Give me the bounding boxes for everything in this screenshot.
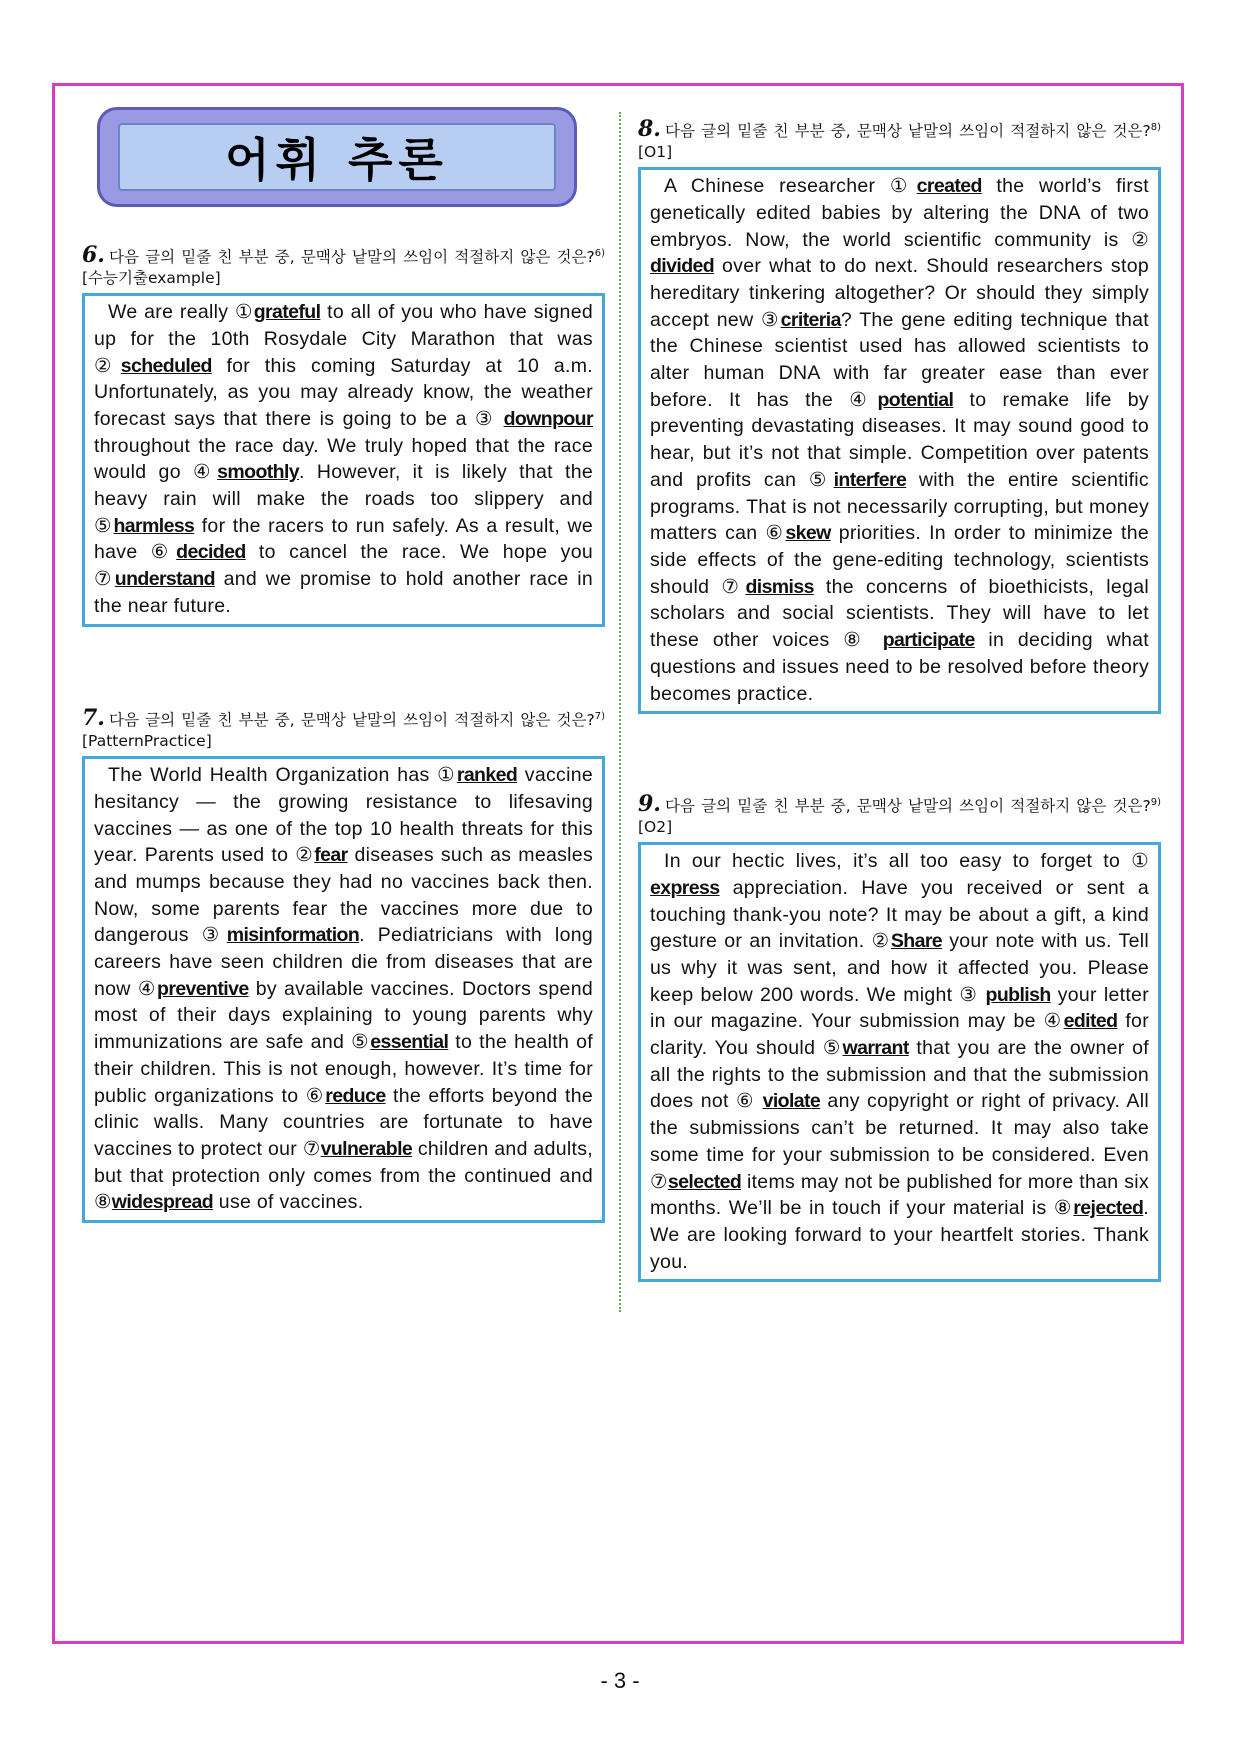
passage-box: [82, 293, 605, 626]
underlined-word: potential: [877, 388, 954, 411]
passage-text: and we promise to hold another race in the near future.: [94, 568, 593, 617]
question-source: [O1]: [638, 143, 673, 162]
question-number: 7.: [82, 705, 105, 732]
question-number: 9.: [638, 791, 661, 818]
question-header: [638, 117, 1161, 163]
passage-text: for the racers to run safely. As a result, we have: [94, 514, 593, 564]
passage-text: vaccine hesitancy — the growing resistance to lifesaving vaccines — as one of the top 10 health threats for this year. Parents used to: [94, 764, 593, 867]
passage-box: [638, 842, 1161, 1282]
underlined-word: edited: [1063, 1010, 1118, 1033]
underlined-word: smoothly: [217, 461, 300, 484]
passage-text: diseases such as measles and mumps because they had no vaccines back then. Now, some parents fear the vaccines more due to dangerous: [94, 844, 593, 947]
passage-text: items may not be published for more than six months. We’ll be in touch if your material is: [650, 1170, 1149, 1220]
underlined-word: essential: [370, 1031, 449, 1054]
passage-text: to remake life by preventing devastating diseases. It may sound good to hear, but it’s not that simple. Competition over patents and profits can: [650, 388, 1149, 491]
passage-text: by available vaccines. Doctors spend most of their days explaining to young parents why immunizations are safe and: [94, 977, 593, 1054]
underlined-word: violate: [762, 1090, 821, 1113]
passage-text: ④: [1043, 1010, 1064, 1033]
underlined-word: publish: [985, 983, 1051, 1006]
passage-text: ⑥: [150, 541, 177, 564]
passage-text: ③: [761, 308, 781, 331]
passage-text: . However, it is likely that the heavy rain will make the roads too slippery and: [94, 461, 593, 511]
underlined-word: fear: [314, 844, 348, 867]
question-header: [82, 706, 605, 752]
underlined-word: misinformation: [226, 924, 360, 947]
passage-text: . We are looking forward to your heartfelt stories. Thank you.: [650, 1197, 1149, 1273]
footnote-marker: 8): [1150, 122, 1161, 133]
underlined-word: vulnerable: [320, 1138, 413, 1160]
passage-text: ③: [201, 924, 227, 947]
passage-text: ②: [94, 354, 121, 377]
passage-text: in deciding what questions and issues need to be resolved before theory becomes practice.: [650, 629, 1149, 705]
passage-text: ⑦: [302, 1138, 321, 1160]
passage-text: A Chinese researcher: [664, 175, 890, 198]
underlined-word: divided: [650, 255, 715, 278]
passage-text: to the health of their children. This is not enough, however. It’s time for public organizations to: [94, 1031, 593, 1107]
question-prompt: 다음 글의 밑줄 친 부분 중, 문맥상 낱말의 쓰임이 적절하지 않은 것은?: [108, 711, 595, 730]
footnote-marker: 9): [1150, 797, 1161, 808]
passage-text: to cancel the race. We hope you: [245, 541, 593, 564]
underlined-word: warrant: [842, 1037, 909, 1060]
underlined-word: dismiss: [745, 575, 814, 598]
passage-text: ⑧: [843, 629, 883, 652]
question-prompt: 다음 글의 밑줄 친 부분 중, 문맥상 낱말의 쓰임이 적절하지 않은 것은?: [664, 797, 1151, 816]
passage-text: ⑦: [650, 1170, 668, 1193]
passage-text: ④: [849, 388, 878, 411]
passage-text: ③: [475, 407, 504, 430]
passage-text: your note with us. Tell us why it was sent, and how it affected you. Please keep below 200 words. We might: [650, 930, 1149, 1006]
passage-text: the concerns of bioethicists, legal scholars and social scientists. They will have to let these other voices: [650, 575, 1149, 652]
underlined-word: selected: [667, 1170, 742, 1193]
passage-text: ⑧: [94, 1191, 112, 1214]
passage-text: ⑥: [736, 1090, 763, 1113]
underlined-word: harmless: [113, 514, 195, 537]
underlined-word: reduce: [325, 1084, 386, 1107]
question-8: [638, 117, 1161, 714]
passage-text: any copyright or right of privacy. All the submissions can’t be returned. It may also take some time for your submission to be considered. Even: [650, 1090, 1149, 1166]
underlined-word: scheduled: [120, 354, 212, 377]
passage-text: with the entire scientific programs. That is not necessarily corrupting, but money matters can: [650, 468, 1149, 545]
underlined-word: widespread: [111, 1191, 214, 1214]
passage-text: use of vaccines.: [213, 1191, 364, 1214]
column-divider: [619, 112, 621, 1312]
passage-text: priorities. In order to minimize the side effects of the gene-editing technology, scientists should: [650, 522, 1149, 598]
question-number: 8.: [638, 116, 661, 143]
underlined-word: rejected: [1073, 1197, 1144, 1220]
underlined-word: downpour: [503, 407, 593, 430]
passage-text: to all of you who have signed up for the 10th Rosydale City Marathon that was: [94, 301, 593, 350]
passage-text: your letter in our magazine. Your submission may be: [650, 983, 1149, 1033]
passage-text: ④: [192, 461, 218, 484]
underlined-word: understand: [114, 568, 215, 591]
underlined-word: created: [916, 175, 982, 198]
passage-text: ④: [137, 977, 158, 1000]
passage-text: ⑦: [94, 568, 115, 591]
section-title-box: [97, 107, 577, 207]
passage-text: ③: [959, 983, 986, 1006]
passage-text: ? The gene editing technique that the Chinese scientist used has allowed scientists to alter human DNA with far greater ease than ever before. It has the: [650, 308, 1149, 411]
section-title: 어휘 추론: [118, 123, 556, 191]
passage-text: ⑧: [1053, 1197, 1074, 1220]
passage-text: In our hectic lives, it’s all too easy to forget to: [664, 850, 1132, 873]
underlined-word: interfere: [833, 468, 907, 491]
passage-text: ②: [1131, 228, 1149, 251]
passage-text: ①: [889, 175, 917, 198]
passage-text: for clarity. You should: [650, 1010, 1149, 1060]
passage-text: ⑥: [305, 1084, 326, 1107]
passage-text: ⑤: [822, 1037, 843, 1060]
question-6: [82, 243, 605, 627]
passage-text: . Pediatricians with long careers have seen children die from diseases that are now: [94, 924, 593, 1000]
question-9: [638, 792, 1161, 1282]
question-header: [638, 792, 1161, 838]
passage-text: We are really: [108, 301, 235, 324]
underlined-word: express: [650, 876, 720, 899]
page-number: - 3 -: [600, 1668, 640, 1693]
passage-text: ⑤: [94, 514, 114, 537]
passage-text: ①: [234, 301, 254, 324]
question-prompt: 다음 글의 밑줄 친 부분 중, 문맥상 낱말의 쓰임이 적절하지 않은 것은?: [664, 122, 1151, 141]
passage-text: ⑤: [351, 1031, 371, 1054]
question-7: [82, 706, 605, 1223]
passage-text: the world’s first genetically edited babies by altering the DNA of two embryos. Now, the world scientific community is: [650, 175, 1149, 251]
underlined-word: preventive: [157, 977, 249, 1000]
passage-text: children and adults, but that protection only comes from the continued and: [94, 1138, 593, 1187]
passage-text: ⑤: [808, 468, 834, 491]
underlined-word: skew: [785, 522, 831, 545]
passage-text: for this coming Saturday at 10 a.m. Unfortunately, as you may already know, the weather forecast says that there is going to be a: [94, 354, 593, 430]
passage-box: [82, 756, 605, 1223]
passage-box: [638, 167, 1161, 714]
question-number: 6.: [82, 242, 105, 269]
underlined-word: Share: [890, 930, 943, 953]
passage-text: throughout the race day. We truly hoped that the race would go: [94, 434, 593, 484]
passage-text: The World Health Organization has: [108, 764, 438, 787]
passage-text: ⑦: [721, 575, 746, 598]
question-header: [82, 243, 605, 289]
question-source: [PatternPractice]: [82, 732, 212, 751]
passage-text: appreciation. Have you received or sent a touching thank-you note? It may be about a gift, a kind gesture or an invitation.: [650, 876, 1149, 953]
passage-text: ①: [1131, 850, 1149, 873]
passage-text: ①: [437, 764, 457, 787]
question-prompt: 다음 글의 밑줄 친 부분 중, 문맥상 낱말의 쓰임이 적절하지 않은 것은?: [108, 248, 595, 267]
underlined-word: criteria: [780, 308, 841, 331]
passage-text: that you are the owner of all the rights to the submission and that the submission does not: [650, 1037, 1149, 1113]
underlined-word: ranked: [456, 764, 518, 787]
footnote-marker: 7): [594, 711, 605, 722]
underlined-word: participate: [882, 629, 975, 652]
passage-text: ②: [295, 844, 315, 867]
underlined-word: grateful: [253, 301, 321, 324]
question-source: [수능기출example]: [82, 269, 221, 288]
underlined-word: decided: [176, 541, 246, 564]
question-source: [O2]: [638, 818, 673, 837]
passage-text: ⑥: [765, 522, 786, 545]
passage-text: ②: [871, 930, 891, 953]
footnote-marker: 6): [594, 248, 605, 259]
passage-text: over what to do next. Should researchers stop hereditary tinkering altogether? Or should they simply accept new: [650, 255, 1149, 331]
passage-text: the efforts beyond the clinic walls. Many countries are fortunate to have vaccines to protect our: [94, 1084, 593, 1160]
